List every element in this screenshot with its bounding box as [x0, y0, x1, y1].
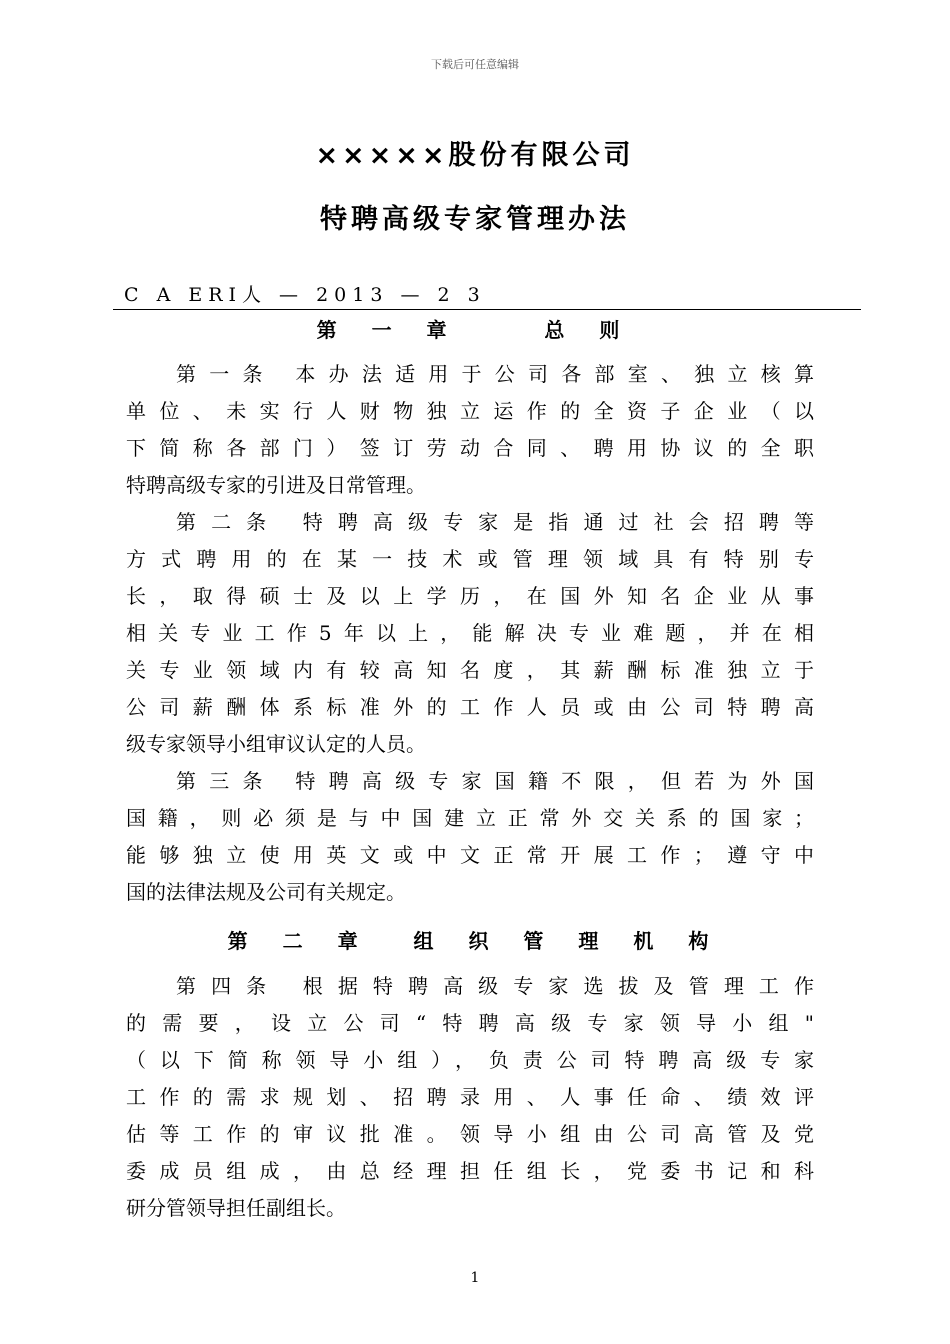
article-2-line: 第二条 特聘高级专家是指通过社会招聘等: [176, 510, 814, 534]
company-title: ×××××股份有限公司: [315, 140, 635, 171]
article-4-line: （以下简称领导小组），负责公司特聘高级专家: [126, 1048, 814, 1072]
page-number: 1: [470, 1270, 480, 1286]
article-4-line: 第四条 根据特聘高级专家选拔及管理工作: [176, 974, 814, 998]
article-2-line: 公司薪酬体系标准外的工作人员或由公司特聘高: [126, 695, 814, 719]
article-2-line: 关专业领域内有较高知名度，其薪酬标准独立于: [126, 658, 814, 682]
article-1-line: 单位、未实行人财物独立运作的全资子企业（以: [126, 399, 814, 423]
chapter-2-heading: 第 二 章 组 织 管 理 机 构: [227, 929, 723, 953]
article-4-line: 研分管领导担任副组长。: [126, 1196, 346, 1220]
article-4-line: 估等工作的审议批准。领导小组由公司高管及党: [126, 1122, 814, 1146]
article-3-line: 国的法律法规及公司有关规定。: [126, 880, 406, 904]
article-1-line: 第一条 本办法适用于公司各部室、独立核算: [176, 362, 814, 386]
header-rule: [113, 309, 861, 310]
article-3-line: 第三条 特聘高级专家国籍不限，但若为外国: [176, 769, 814, 793]
chapter-1-heading: 第 一 章 总 则: [316, 318, 634, 342]
article-4-line: 工作的需求规划、招聘录用、人事任命、绩效评: [126, 1085, 814, 1109]
article-2-line: 级专家领导小组审议认定的人员。: [126, 732, 426, 756]
header-note: 下载后可任意编辑: [431, 58, 519, 71]
article-3-line: 能够独立使用英文或中文正常开展工作；遵守中: [126, 843, 814, 867]
document-title: 特聘高级专家管理办法: [320, 204, 630, 235]
article-4-line: 委成员组成，由总经理担任组长，党委书记和科: [126, 1159, 814, 1183]
article-2-line: 方式聘用的在某一技术或管理领域具有特别专: [126, 547, 814, 571]
article-3-line: 国籍，则必须是与中国建立正常外交关系的国家；: [126, 806, 814, 830]
article-4-line: 的需要，设立公司“特聘高级专家领导小组": [126, 1011, 814, 1035]
article-1-line: 下简称各部门）签订劳动合同、聘用协议的全职: [126, 436, 814, 460]
document-number: C A ERI人 — 2013 — 2 3: [124, 284, 486, 306]
article-2-line: 相关专业工作5年以上，能解决专业难题，并在相: [126, 621, 814, 645]
article-2-line: 长，取得硕士及以上学历，在国外知名企业从事: [126, 584, 814, 608]
article-1-line: 特聘高级专家的引进及日常管理。: [126, 473, 426, 497]
